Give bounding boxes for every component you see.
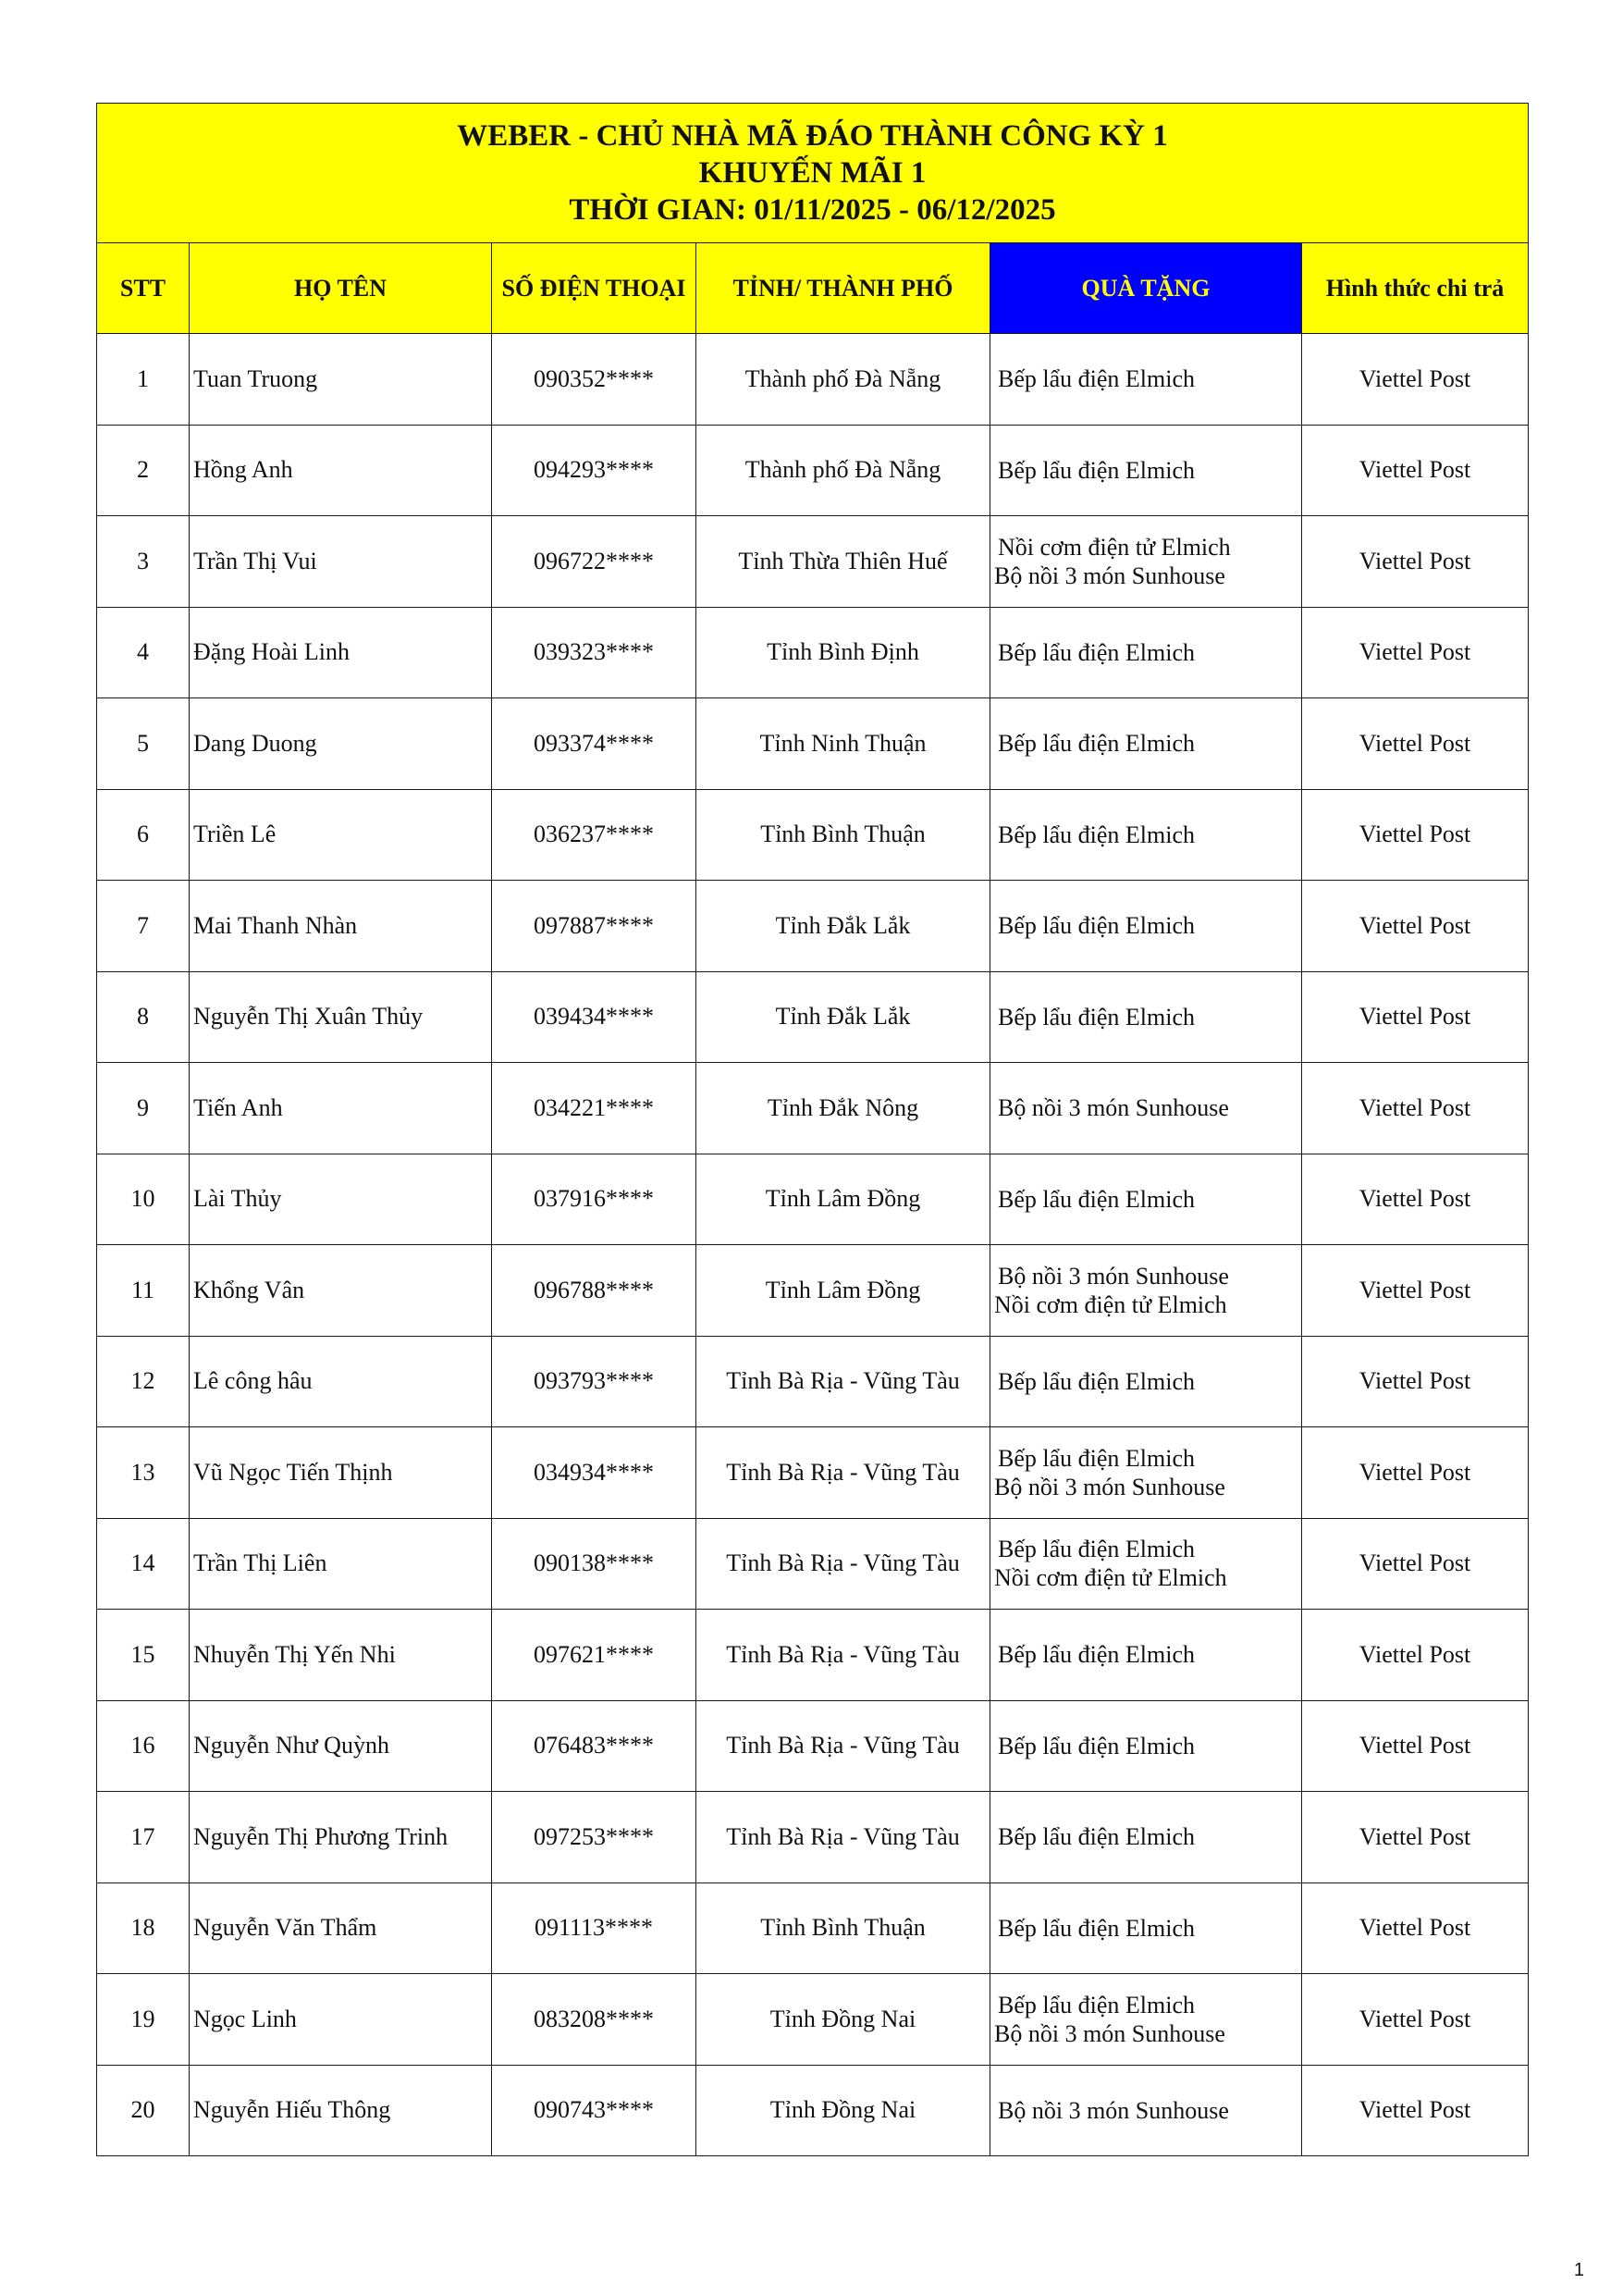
cell-gift	[990, 1245, 1302, 1337]
cell-city: Tỉnh Bà Rịa - Vũng Tàu	[696, 1700, 990, 1792]
cell-name: Khổng Vân	[190, 1245, 492, 1337]
cell-payment: Viettel Post	[1302, 1427, 1529, 1519]
cell-phone: 034934****	[492, 1427, 696, 1519]
gift-item: Bếp lẩu điện Elmich	[998, 1185, 1196, 1213]
cell-payment: Viettel Post	[1302, 1700, 1529, 1792]
cell-phone: 036237****	[492, 789, 696, 881]
gift-item: Bếp lẩu điện Elmich	[998, 730, 1196, 758]
cell-phone: 090138****	[492, 1518, 696, 1610]
table-row	[97, 1245, 1529, 1337]
table-body	[97, 334, 1529, 2156]
cell-stt: 4	[97, 607, 190, 698]
cell-payment: Viettel Post	[1302, 1336, 1529, 1427]
cell-payment: Viettel Post	[1302, 1792, 1529, 1883]
cell-stt: 14	[97, 1518, 190, 1610]
cell-stt: 20	[97, 2065, 190, 2156]
cell-city: Tỉnh Bà Rịa - Vũng Tàu	[696, 1792, 990, 1883]
cell-gift	[990, 1974, 1302, 2066]
gift-item: Nồi cơm điện tử Elmich	[994, 1564, 1227, 1592]
cell-city: Tỉnh Ninh Thuận	[696, 698, 990, 790]
cell-city: Tỉnh Đắk Lắk	[696, 971, 990, 1063]
cell-city: Tỉnh Đồng Nai	[696, 1974, 990, 2066]
cell-name: Nguyễn Thị Xuân Thủy	[190, 971, 492, 1063]
cell-gift	[990, 881, 1302, 972]
cell-name: Hồng Anh	[190, 425, 492, 516]
cell-payment: Viettel Post	[1302, 334, 1529, 426]
cell-city: Tỉnh Lâm Đồng	[696, 1154, 990, 1245]
cell-gift	[990, 2065, 1302, 2156]
header-gift: QUÀ TẶNG	[990, 243, 1302, 334]
cell-phone: 039323****	[492, 607, 696, 698]
cell-phone: 039434****	[492, 971, 696, 1063]
table-row	[97, 1882, 1529, 1974]
title-line-1: WEBER - CHỦ NHÀ MÃ ĐÁO THÀNH CÔNG KỲ 1	[457, 119, 1168, 153]
cell-name: Lài Thủy	[190, 1154, 492, 1245]
cell-stt: 7	[97, 881, 190, 972]
cell-name: Mai Thanh Nhàn	[190, 881, 492, 972]
cell-city: Thành phố Đà Nẵng	[696, 425, 990, 516]
cell-phone: 097253****	[492, 1792, 696, 1883]
table-row	[97, 516, 1529, 608]
gift-item: Bếp lẩu điện Elmich	[998, 1732, 1196, 1759]
cell-stt: 11	[97, 1245, 190, 1337]
cell-name: Tuan Truong	[190, 334, 492, 426]
cell-gift	[990, 789, 1302, 881]
cell-name: Lê công hâu	[190, 1336, 492, 1427]
cell-name: Nhuyễn Thị Yến Nhi	[190, 1610, 492, 1701]
cell-name: Triền Lê	[190, 789, 492, 881]
cell-gift	[990, 607, 1302, 698]
cell-payment: Viettel Post	[1302, 789, 1529, 881]
cell-gift	[990, 1882, 1302, 1974]
cell-stt: 3	[97, 516, 190, 608]
cell-phone: 096722****	[492, 516, 696, 608]
cell-payment: Viettel Post	[1302, 425, 1529, 516]
gift-item: Bộ nồi 3 món Sunhouse	[998, 1262, 1229, 1290]
cell-phone: 037916****	[492, 1154, 696, 1245]
table-row	[97, 1700, 1529, 1792]
gift-item: Nồi cơm điện tử Elmich	[994, 1290, 1227, 1318]
cell-city: Tỉnh Bà Rịa - Vũng Tàu	[696, 1518, 990, 1610]
cell-city: Tỉnh Bà Rịa - Vũng Tàu	[696, 1336, 990, 1427]
table-row	[97, 1792, 1529, 1883]
gift-item: Bếp lẩu điện Elmich	[998, 638, 1196, 666]
cell-payment: Viettel Post	[1302, 1974, 1529, 2066]
cell-phone: 076483****	[492, 1700, 696, 1792]
cell-gift	[990, 1792, 1302, 1883]
cell-stt: 16	[97, 1700, 190, 1792]
cell-name: Nguyễn Như Quỳnh	[190, 1700, 492, 1792]
cell-name: Đặng Hoài Linh	[190, 607, 492, 698]
cell-payment: Viettel Post	[1302, 1063, 1529, 1154]
cell-gift	[990, 1610, 1302, 1701]
cell-payment: Viettel Post	[1302, 607, 1529, 698]
cell-gift	[990, 1336, 1302, 1427]
table-row	[97, 698, 1529, 790]
table-row	[97, 881, 1529, 972]
cell-phone: 094293****	[492, 425, 696, 516]
cell-gift	[990, 1154, 1302, 1245]
gift-item: Bộ nồi 3 món Sunhouse	[994, 2019, 1225, 2047]
column-header-row	[97, 243, 1529, 334]
gift-item: Nồi cơm điện tử Elmich	[998, 533, 1231, 561]
cell-gift	[990, 516, 1302, 608]
header-name: HỌ TÊN	[190, 243, 492, 334]
cell-phone: 093374****	[492, 698, 696, 790]
gift-item: Bộ nồi 3 món Sunhouse	[994, 1473, 1225, 1500]
cell-gift	[990, 1518, 1302, 1610]
cell-city: Tỉnh Đắk Lắk	[696, 881, 990, 972]
cell-phone: 093793****	[492, 1336, 696, 1427]
cell-stt: 6	[97, 789, 190, 881]
winners-table	[96, 103, 1529, 2156]
cell-phone: 090743****	[492, 2065, 696, 2156]
cell-name: Trần Thị Liên	[190, 1518, 492, 1610]
cell-city: Tỉnh Đắk Nông	[696, 1063, 990, 1154]
cell-phone: 034221****	[492, 1063, 696, 1154]
gift-item: Bếp lẩu điện Elmich	[998, 365, 1196, 393]
cell-stt: 5	[97, 698, 190, 790]
cell-city: Tỉnh Bà Rịa - Vũng Tàu	[696, 1610, 990, 1701]
cell-stt: 2	[97, 425, 190, 516]
cell-payment: Viettel Post	[1302, 1154, 1529, 1245]
cell-city: Tỉnh Bình Định	[696, 607, 990, 698]
gift-item: Bếp lẩu điện Elmich	[998, 1991, 1196, 2018]
cell-phone: 090352****	[492, 334, 696, 426]
cell-payment: Viettel Post	[1302, 516, 1529, 608]
cell-phone: 091113****	[492, 1882, 696, 1974]
cell-name: Vũ Ngọc Tiến Thịnh	[190, 1427, 492, 1519]
cell-name: Tiến Anh	[190, 1063, 492, 1154]
cell-payment: Viettel Post	[1302, 1610, 1529, 1701]
cell-city: Tỉnh Bình Thuận	[696, 1882, 990, 1974]
cell-stt: 15	[97, 1610, 190, 1701]
cell-gift	[990, 1427, 1302, 1519]
table-row	[97, 1427, 1529, 1519]
cell-payment: Viettel Post	[1302, 698, 1529, 790]
cell-name: Dang Duong	[190, 698, 492, 790]
cell-name: Ngọc Linh	[190, 1974, 492, 2066]
gift-item: Bếp lẩu điện Elmich	[998, 1641, 1196, 1669]
header-payment: Hình thức chi trả	[1302, 243, 1529, 334]
gift-item: Bộ nồi 3 món Sunhouse	[998, 2096, 1229, 2124]
table-row	[97, 1518, 1529, 1610]
cell-gift	[990, 1700, 1302, 1792]
table-row	[97, 1154, 1529, 1245]
cell-city: Tỉnh Lâm Đồng	[696, 1245, 990, 1337]
table-row	[97, 607, 1529, 698]
cell-phone: 097887****	[492, 881, 696, 972]
gift-item: Bộ nồi 3 món Sunhouse	[998, 1094, 1229, 1122]
gift-item: Bếp lẩu điện Elmich	[998, 1536, 1196, 1563]
cell-stt: 1	[97, 334, 190, 426]
table-row	[97, 971, 1529, 1063]
cell-phone: 096788****	[492, 1245, 696, 1337]
title-line-2: KHUYẾN MÃI 1	[698, 156, 927, 190]
table-row	[97, 334, 1529, 426]
table-row	[97, 1336, 1529, 1427]
table-row	[97, 425, 1529, 516]
cell-stt: 12	[97, 1336, 190, 1427]
table-row	[97, 1610, 1529, 1701]
page-number: 1	[1573, 2260, 1584, 2280]
cell-gift	[990, 425, 1302, 516]
cell-payment: Viettel Post	[1302, 2065, 1529, 2156]
gift-item: Bếp lẩu điện Elmich	[998, 1003, 1196, 1031]
table-row	[97, 2065, 1529, 2156]
table-row	[97, 1974, 1529, 2066]
cell-stt: 18	[97, 1882, 190, 1974]
cell-payment: Viettel Post	[1302, 1245, 1529, 1337]
table-title	[97, 104, 1529, 243]
gift-item: Bộ nồi 3 món Sunhouse	[994, 562, 1225, 589]
cell-city: Thành phố Đà Nẵng	[696, 334, 990, 426]
header-phone: SỐ ĐIỆN THOẠI	[492, 243, 696, 334]
header-stt: STT	[97, 243, 190, 334]
cell-payment: Viettel Post	[1302, 971, 1529, 1063]
cell-name: Nguyễn Hiếu Thông	[190, 2065, 492, 2156]
cell-phone: 083208****	[492, 1974, 696, 2066]
cell-payment: Viettel Post	[1302, 1882, 1529, 1974]
cell-gift	[990, 1063, 1302, 1154]
cell-stt: 8	[97, 971, 190, 1063]
cell-city: Tỉnh Đồng Nai	[696, 2065, 990, 2156]
cell-name: Trần Thị Vui	[190, 516, 492, 608]
cell-stt: 10	[97, 1154, 190, 1245]
cell-stt: 19	[97, 1974, 190, 2066]
cell-city: Tỉnh Bà Rịa - Vũng Tàu	[696, 1427, 990, 1519]
cell-gift	[990, 698, 1302, 790]
cell-payment: Viettel Post	[1302, 1518, 1529, 1610]
cell-stt: 13	[97, 1427, 190, 1519]
gift-item: Bếp lẩu điện Elmich	[998, 821, 1196, 848]
gift-item: Bếp lẩu điện Elmich	[998, 1914, 1196, 1942]
cell-name: Nguyễn Thị Phương Trinh	[190, 1792, 492, 1883]
cell-stt: 9	[97, 1063, 190, 1154]
gift-item: Bếp lẩu điện Elmich	[998, 912, 1196, 940]
gift-item: Bếp lẩu điện Elmich	[998, 1823, 1196, 1851]
cell-gift	[990, 971, 1302, 1063]
header-city: TỈNH/ THÀNH PHỐ	[696, 243, 990, 334]
cell-city: Tỉnh Thừa Thiên Huế	[696, 516, 990, 608]
title-line-3: THỜI GIAN: 01/11/2025 - 06/12/2025	[569, 193, 1056, 227]
table-row	[97, 789, 1529, 881]
cell-phone: 097621****	[492, 1610, 696, 1701]
gift-item: Bếp lẩu điện Elmich	[998, 1444, 1196, 1472]
gift-item: Bếp lẩu điện Elmich	[998, 456, 1196, 484]
cell-city: Tỉnh Bình Thuận	[696, 789, 990, 881]
gift-item: Bếp lẩu điện Elmich	[998, 1367, 1196, 1395]
table-row	[97, 1063, 1529, 1154]
cell-name: Nguyễn Văn Thẩm	[190, 1882, 492, 1974]
cell-gift	[990, 334, 1302, 426]
cell-payment: Viettel Post	[1302, 881, 1529, 972]
cell-stt: 17	[97, 1792, 190, 1883]
